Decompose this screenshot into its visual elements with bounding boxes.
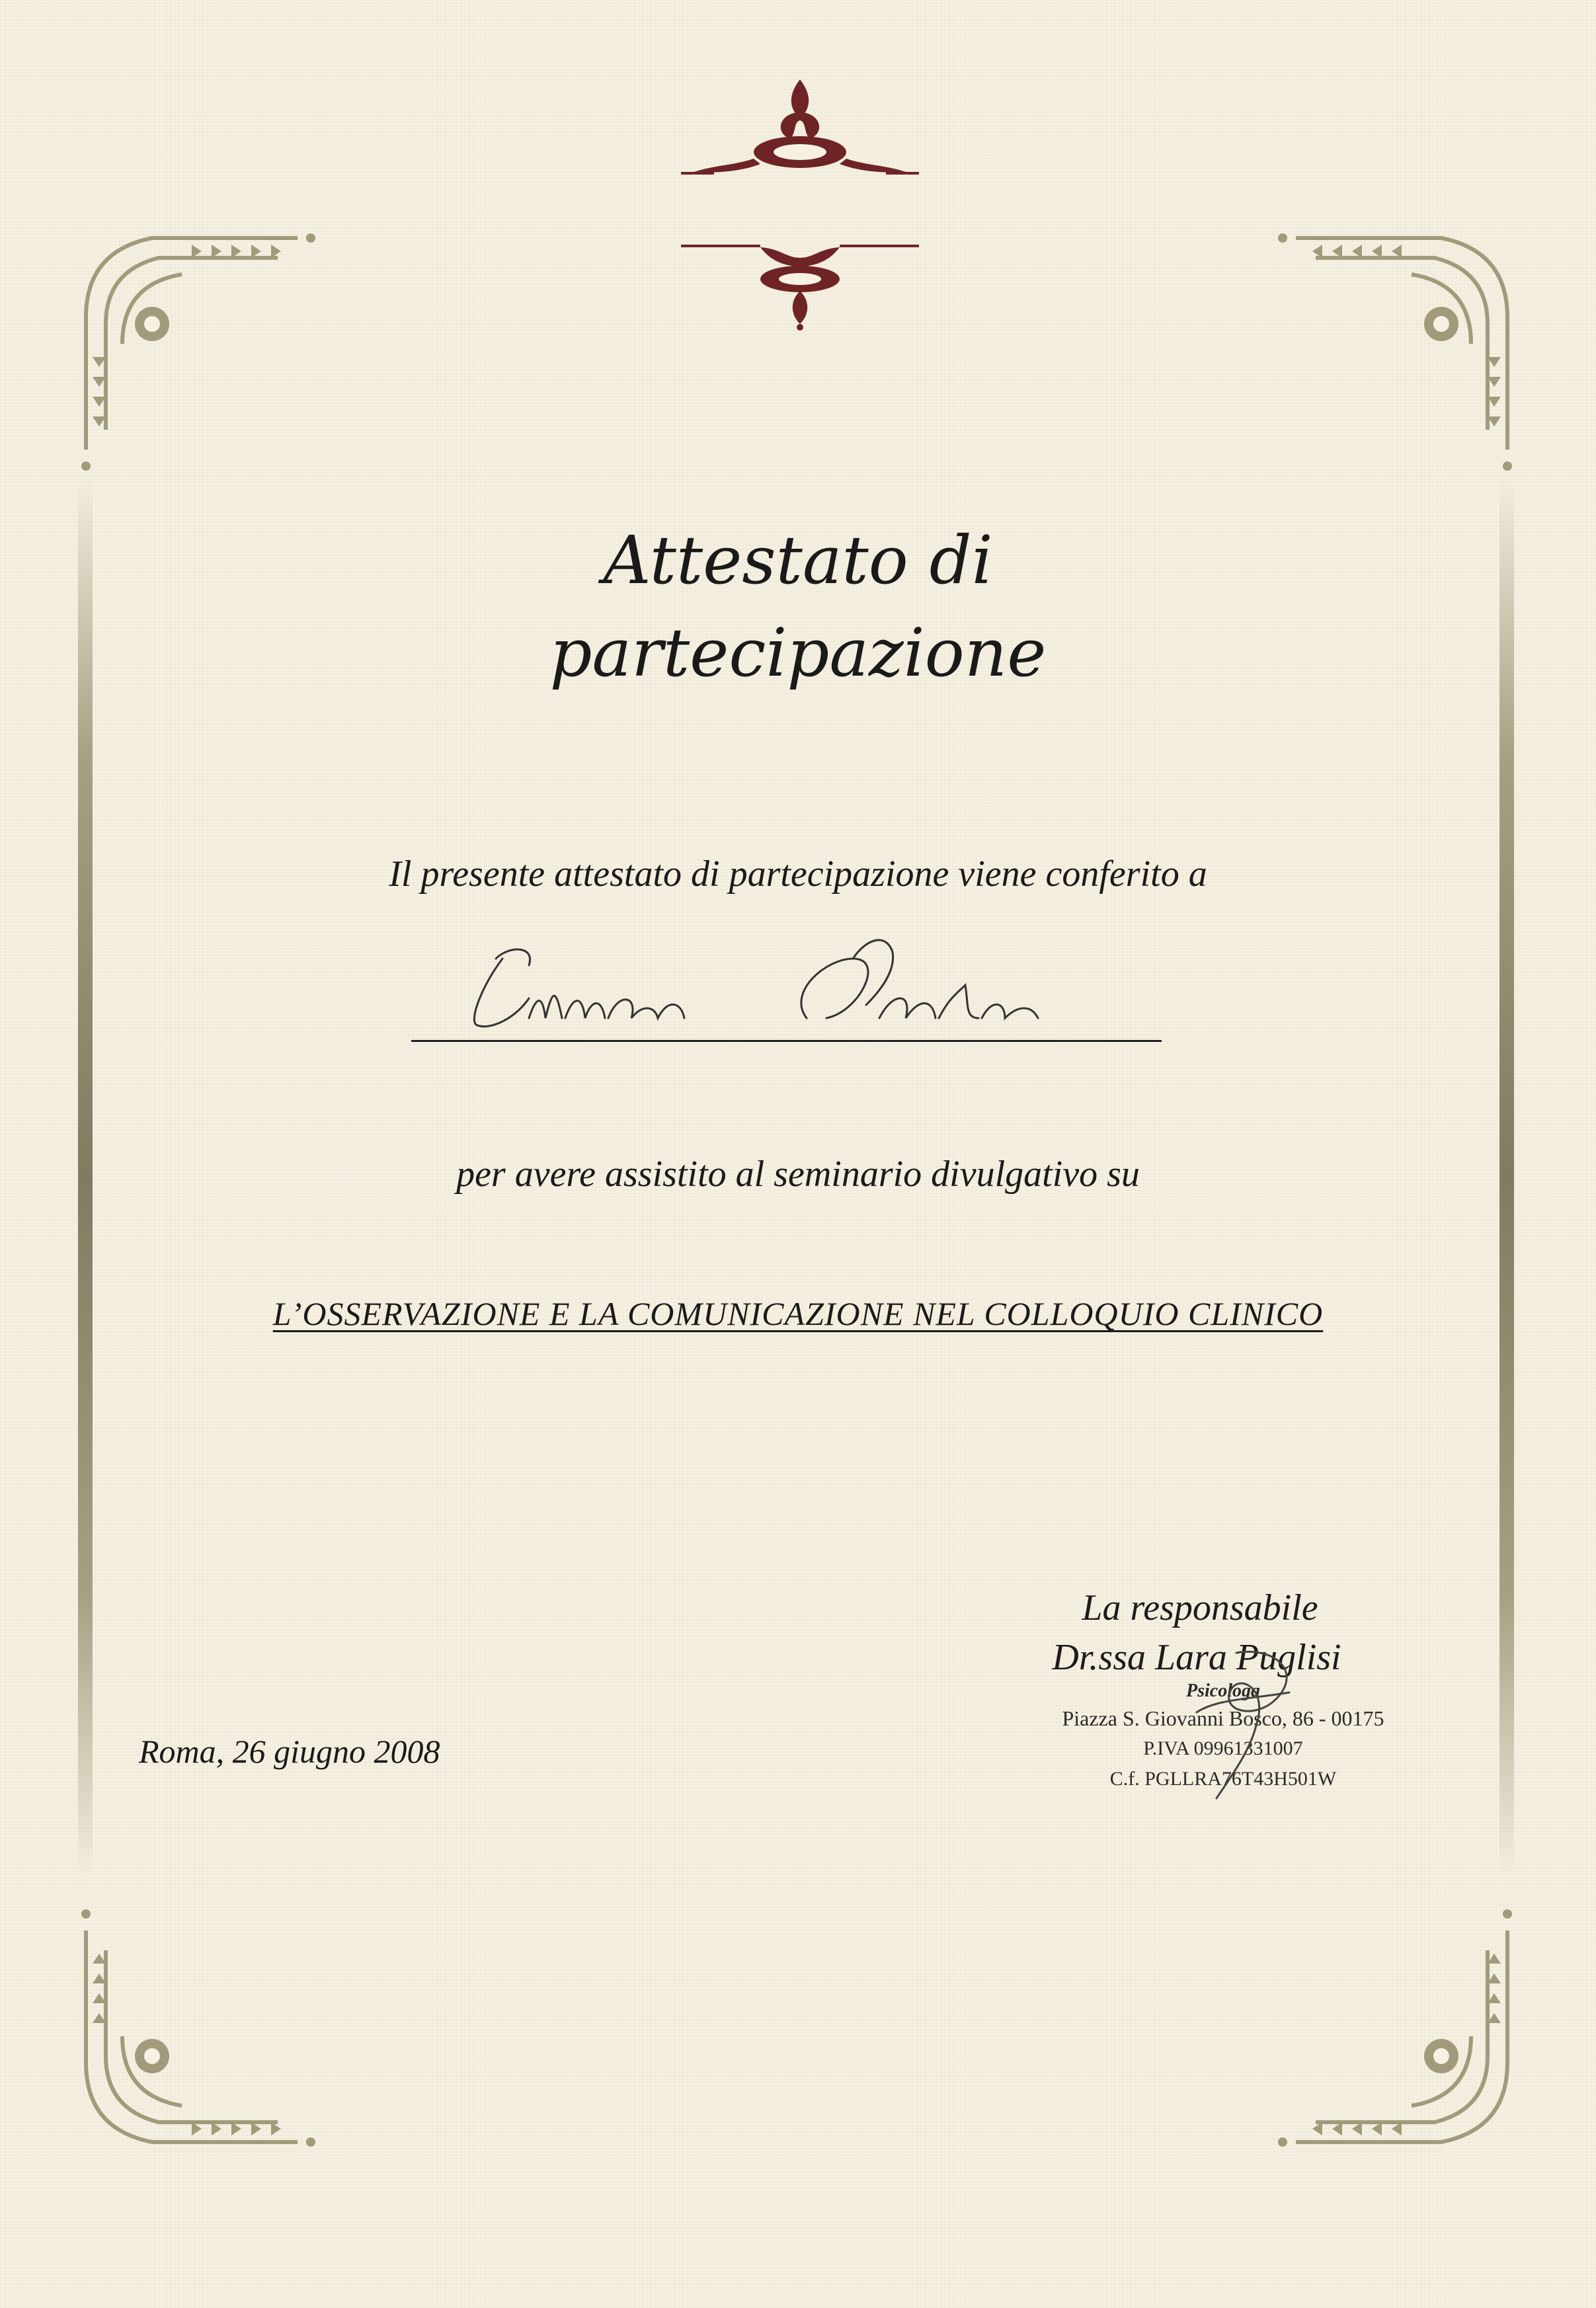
- responsible-name: Dr.ssa Lara Puglisi: [1052, 1637, 1341, 1678]
- stamp-address: Piazza S. Giovanni Bosco, 86 - 00175: [1062, 1706, 1384, 1730]
- issue-date: Roma, 26 giugno 2008: [139, 1733, 440, 1770]
- recipient-handwritten-name: [456, 919, 1144, 1051]
- center-flourish-ornament: [674, 231, 926, 331]
- certificate-title-line2: partecipazione: [549, 614, 1047, 692]
- top-flourish-ornament: [674, 73, 926, 185]
- stamp-fiscal-code: C.f. PGLLRA76T43H501W: [1109, 1768, 1337, 1790]
- corner-ornament-top-left: [60, 212, 324, 476]
- seminar-topic: L’OSSERVAZIONE E LA COMUNICAZIONE NEL COLLOQUIO CLINICO: [272, 1295, 1324, 1332]
- corner-ornament-bottom-right: [1269, 1904, 1534, 2169]
- corner-ornament-bottom-left: [60, 1904, 324, 2169]
- responsible-handwritten-signature: [1157, 1633, 1322, 1805]
- responsible-role: La responsabile: [1082, 1587, 1318, 1628]
- certificate-title-line1: Attestato di: [603, 522, 993, 599]
- seminar-statement: per avere assistito al seminario divulgativo su: [456, 1154, 1140, 1195]
- corner-ornament-top-right: [1269, 212, 1534, 476]
- stamp-profession: Psicologa: [1186, 1681, 1260, 1701]
- conferral-statement: Il presente attestato di partecipazione viene conferito a: [389, 854, 1207, 895]
- recipient-signature-line: [411, 1040, 1162, 1042]
- stamp-vat-number: P.IVA 09961331007: [1143, 1737, 1303, 1759]
